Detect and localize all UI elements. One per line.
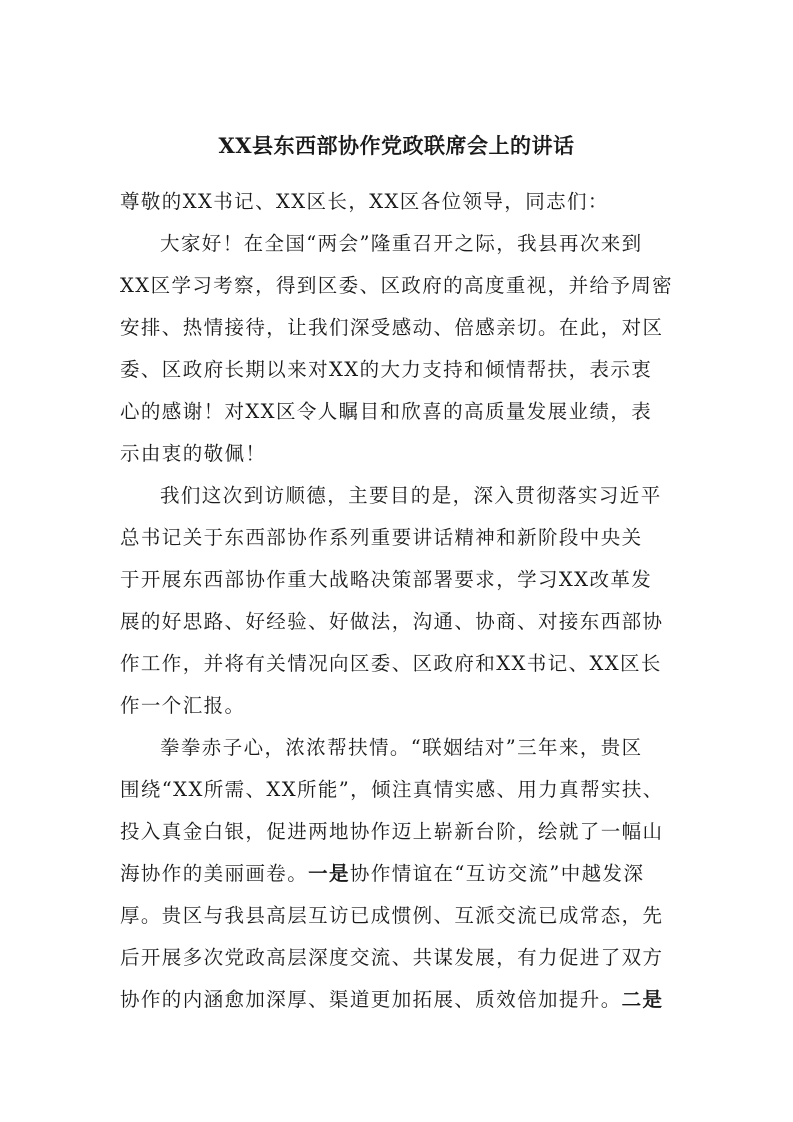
paragraph-2-line: 作工作，并将有关情况向区委、区政府和XX书记、XX区长 (120, 652, 662, 675)
paragraph-3-text: 协作情谊在“互访交流”中越发深 (349, 862, 645, 885)
paragraph-3-text: 协作的内涵愈加深厚、渠道更加拓展、质效倍加提升。 (120, 988, 622, 1011)
point-one-marker: 一是 (308, 862, 350, 885)
paragraph-3-line: 围绕“XX所需、XX所能”，倾注真情实感、用力真帮实扶、 (120, 778, 664, 801)
paragraph-2-line: 作一个汇报。 (120, 694, 246, 717)
paragraph-2-line: 总书记关于东西部协作系列重要讲话精神和新阶段中央关 (120, 526, 643, 549)
paragraph-1-line: 心的感谢！对XX区令人瞩目和欣喜的高质量发展业绩，表 (120, 400, 653, 423)
paragraph-3-line: 厚。贵区与我县高层互访已成惯例、互派交流已成常态，先 (120, 904, 664, 927)
salutation: 尊敬的XX书记、XX区长，XX区各位领导，同志们： (120, 190, 609, 213)
paragraph-1-line: 大家好！在全国“两会”隆重召开之际，我县再次来到 (160, 232, 643, 255)
paragraph-2-line: 展的好思路、好经验、好做法，沟通、协商、对接东西部协 (120, 610, 664, 633)
paragraph-3-text: 海协作的美丽画卷。 (120, 862, 309, 885)
document-title: XX县东西部协作党政联席会上的讲话 (218, 133, 575, 158)
paragraph-2-line: 于开展东西部协作重大战略决策部署要求，学习XX改革发 (120, 568, 653, 591)
paragraph-1-line: 安排、热情接待，让我们深受感动、倍感亲切。在此，对区 (120, 316, 664, 339)
paragraph-1-line: 示由衷的敬佩！ (120, 442, 267, 465)
paragraph-3-line (120, 859, 680, 889)
paragraph-3-line: 投入真金白银，促进两地协作迈上崭新台阶，绘就了一幅山 (120, 820, 664, 843)
paragraph-3-line: 后开展多次党政高层深度交流、共谋发展，有力促进了双方 (120, 946, 664, 969)
paragraph-3-line (120, 985, 680, 1015)
point-two-marker: 二是 (621, 988, 664, 1011)
paragraph-3-line: 拳拳赤子心，浓浓帮扶情。“联姻结对”三年来，贵区 (160, 736, 643, 759)
paragraph-2-line: 我们这次到访顺德，主要目的是，深入贯彻落实习近平 (160, 484, 662, 507)
paragraph-1-line: XX区学习考察，得到区委、区政府的高度重视，并给予周密 (120, 274, 674, 297)
paragraph-1-line: 委、区政府长期以来对XX的大力支持和倾情帮扶，表示衷 (120, 358, 653, 381)
